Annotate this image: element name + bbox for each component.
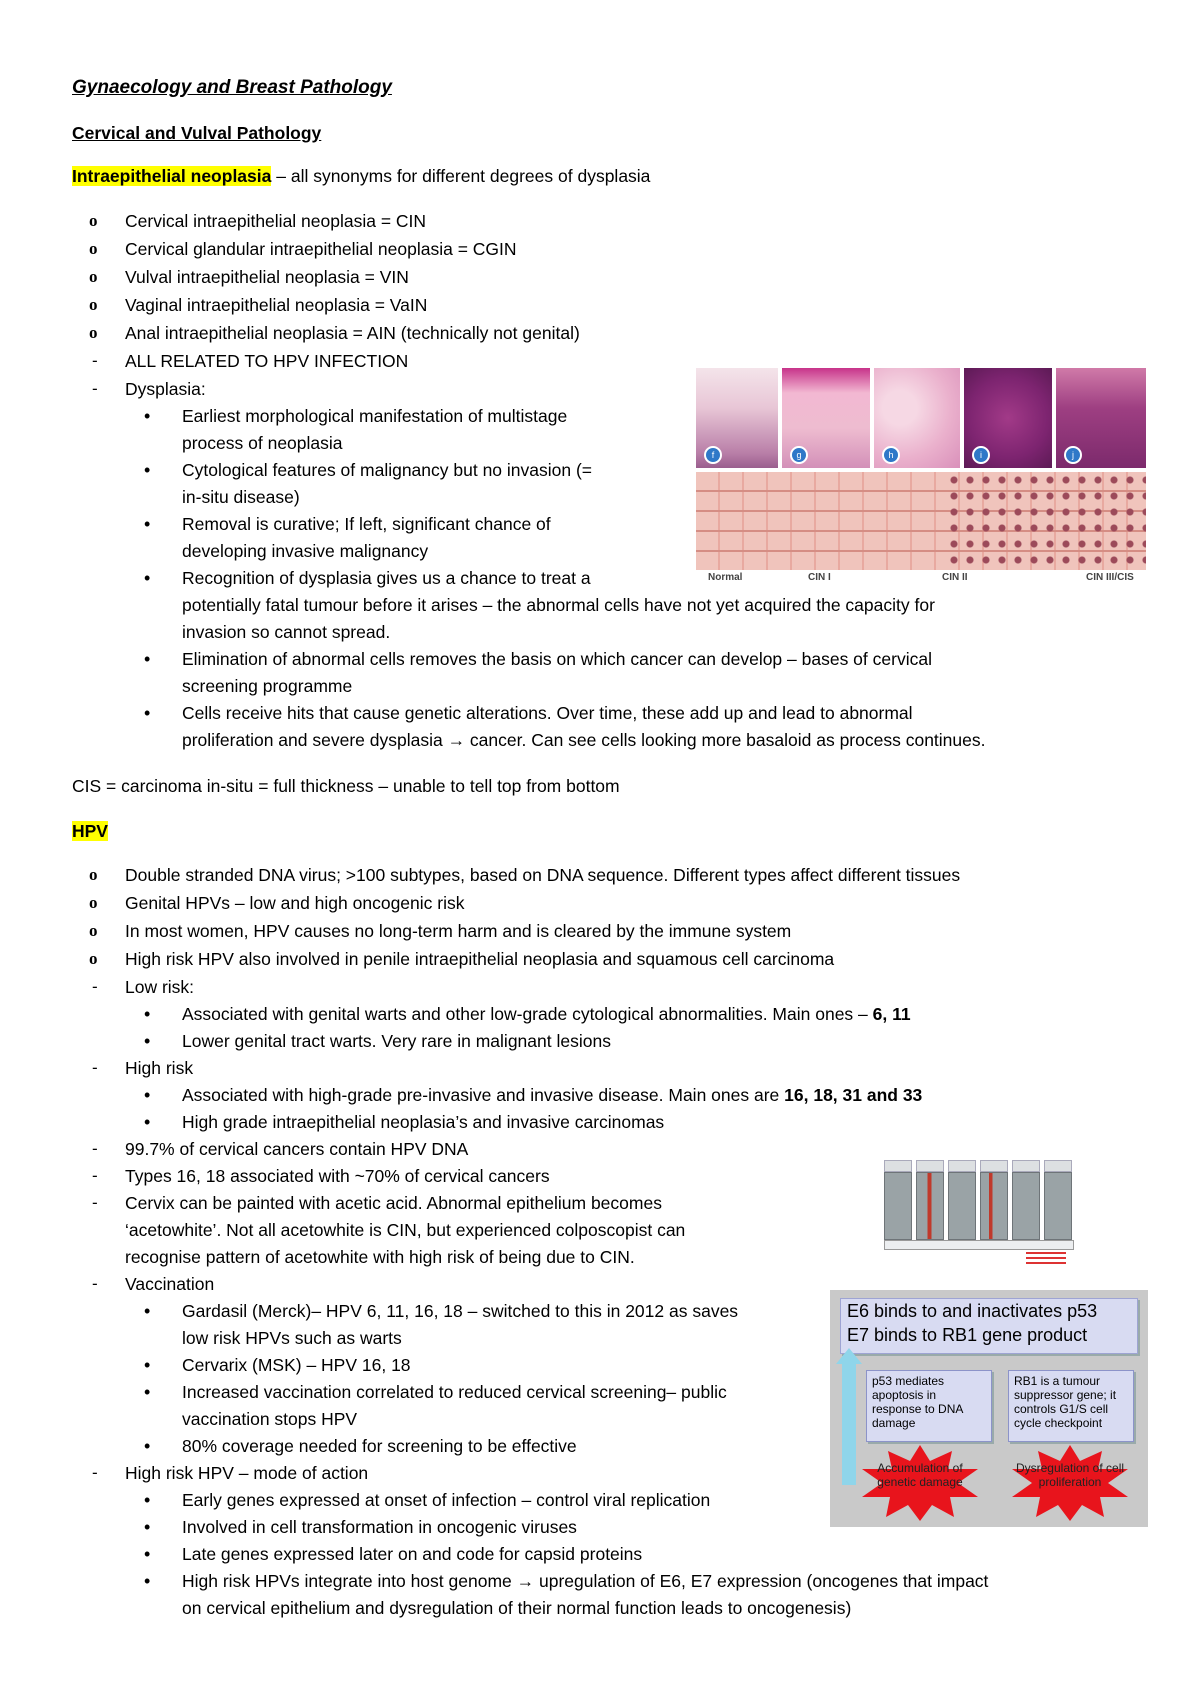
bullet-dot: • xyxy=(144,1301,151,1321)
list-item: In most women, HPV causes no long-term harm and is cleared by the immune system xyxy=(125,921,792,941)
bullet-dot: • xyxy=(144,1490,151,1510)
bullet-dash: - xyxy=(92,977,98,996)
list-item: Vulval intraepithelial neoplasia = VIN xyxy=(125,267,409,287)
histology-panel-cis xyxy=(1056,368,1146,468)
histology-panel-cin3 xyxy=(964,368,1052,468)
bullet-dot: • xyxy=(144,1382,151,1402)
list-item: High risk HPV – mode of action xyxy=(125,1463,369,1483)
bullet-dot: • xyxy=(144,1085,151,1105)
label-normal: Normal xyxy=(708,572,743,583)
bullet-dot: • xyxy=(144,460,151,480)
histology-panel-normal xyxy=(696,368,778,468)
e6-e7-header-box xyxy=(840,1298,1138,1354)
panel-badge: j xyxy=(1064,446,1082,464)
list-item: High risk HPVs integrate into host genome → upregulation of E6, E7 expression (oncogenes that impact xyxy=(182,1571,989,1591)
schematic-base xyxy=(884,1240,1074,1250)
bullet-o: o xyxy=(89,949,98,968)
list-item: Cytological features of malignancy but no invasion (= xyxy=(182,460,593,480)
list-item: Cells receive hits that cause genetic alterations. Over time, these add up and lead to abnormal xyxy=(182,703,913,723)
schematic-column xyxy=(948,1172,976,1240)
label-cin1: CIN I xyxy=(808,572,831,583)
list-item: 80% coverage needed for screening to be effective xyxy=(182,1436,577,1456)
list-item xyxy=(182,1084,922,1106)
schematic-column xyxy=(884,1172,912,1240)
bullet-dot: • xyxy=(144,1031,151,1051)
bullet-dot: • xyxy=(144,1112,151,1132)
bullet-dot: • xyxy=(144,1544,151,1564)
dysplastic-nuclei xyxy=(946,472,1146,570)
schematic-header xyxy=(980,1160,1008,1172)
panel-badge: g xyxy=(790,446,808,464)
bullet-dash: - xyxy=(92,1193,98,1212)
schematic-column xyxy=(1012,1172,1040,1240)
bullet-dash: - xyxy=(92,1166,98,1185)
bullet-dot: • xyxy=(144,1004,151,1024)
bullet-o: o xyxy=(89,295,98,314)
bullet-dot: • xyxy=(144,568,151,588)
up-arrow-shaft xyxy=(842,1360,856,1485)
list-item-cont: screening programme xyxy=(182,676,353,696)
list-item-cont: ‘acetowhite’. Not all acetowhite is CIN, but experienced colposcopist can xyxy=(125,1220,686,1240)
bullet-dot: • xyxy=(144,1436,151,1456)
list-item: Earliest morphological manifestation of multistage xyxy=(182,406,568,426)
schematic-header xyxy=(916,1160,944,1172)
list-item-cont: recognise pattern of acetowhite with high risk of being due to CIN. xyxy=(125,1247,635,1267)
schematic-header xyxy=(948,1160,976,1172)
schematic-column xyxy=(980,1172,1008,1240)
panel-badge: f xyxy=(704,446,722,464)
list-item: Lower genital tract warts. Very rare in malignant lesions xyxy=(182,1031,611,1051)
list-item-cont: on cervical epithelium and dysregulation of their normal function leads to oncogenesis) xyxy=(182,1598,852,1618)
list-item: ALL RELATED TO HPV INFECTION xyxy=(125,351,409,371)
list-item: 99.7% of cervical cancers contain HPV DNA xyxy=(125,1139,469,1159)
schematic-column xyxy=(1044,1172,1072,1240)
list-item-cont: proliferation and severe dysplasia → cancer. Can see cells looking more basaloid as process continues. xyxy=(182,730,986,750)
bullet-dash: - xyxy=(92,379,98,398)
bullet-o: o xyxy=(89,865,98,884)
list-item: Early genes expressed at onset of infection – control viral replication xyxy=(182,1490,711,1510)
p53-box: p53 mediates apoptosis in response to DNA damage xyxy=(866,1370,992,1442)
list-item: Genital HPVs – low and high oncogenic risk xyxy=(125,893,465,913)
bullet-dash: - xyxy=(92,1463,98,1482)
schematic-header xyxy=(884,1160,912,1172)
list-item-cont: vaccination stops HPV xyxy=(182,1409,358,1429)
e7-line: E7 binds to RB1 gene product xyxy=(847,1325,1088,1345)
schematic-legend xyxy=(1026,1252,1066,1266)
bullet-dot: • xyxy=(144,1517,151,1537)
schematic-header xyxy=(1012,1160,1040,1172)
e6-line: E6 binds to and inactivates p53 xyxy=(847,1301,1098,1321)
starburst-left-text: Accumulation of genetic damage xyxy=(877,1461,963,1489)
bullet-dash: - xyxy=(92,1274,98,1293)
bullet-dot: • xyxy=(144,406,151,426)
highlighted-term: Intraepithelial neoplasia xyxy=(72,166,272,186)
hpv-heading xyxy=(72,820,108,842)
bullet-o: o xyxy=(89,239,98,258)
list-item-cont: invasion so cannot spread. xyxy=(182,622,391,642)
cis-definition: CIS = carcinoma in-situ = full thickness – unable to tell top from bottom xyxy=(72,776,620,796)
schematic-column xyxy=(916,1172,944,1240)
bullet-dash: - xyxy=(92,1139,98,1158)
list-item-cont: in-situ disease) xyxy=(182,487,300,507)
panel-badge: h xyxy=(882,446,900,464)
list-item xyxy=(182,1003,911,1025)
list-item-text: Associated with genital warts and other low-grade cytological abnormalities. Main ones – xyxy=(182,1004,873,1024)
list-item: Cervarix (MSK) – HPV 16, 18 xyxy=(182,1355,411,1375)
bullet-o: o xyxy=(89,267,98,286)
list-item-cont: developing invasive malignancy xyxy=(182,541,429,561)
list-item: Dysplasia: xyxy=(125,379,206,399)
list-item: Cervix can be painted with acetic acid. Abnormal epithelium becomes xyxy=(125,1193,662,1213)
hpv-grade-schematic xyxy=(840,1160,1080,1268)
list-item: Late genes expressed later on and code for capsid proteins xyxy=(182,1544,643,1564)
rb1-box: RB1 is a tumour suppressor gene; it controls G1/S cell cycle checkpoint xyxy=(1008,1370,1134,1442)
list-item: High grade intraepithelial neoplasia’s and invasive carcinomas xyxy=(182,1112,665,1132)
definition-text: – all synonyms for different degrees of dysplasia xyxy=(271,166,651,186)
histology-panel-cin2 xyxy=(874,368,960,468)
intraepithelial-definition xyxy=(72,165,650,187)
label-cin2: CIN II xyxy=(942,572,968,583)
bullet-dot: • xyxy=(144,1571,151,1591)
bullet-dash: - xyxy=(92,351,98,370)
list-item-cont: low risk HPVs such as warts xyxy=(182,1328,402,1348)
list-item-text: Associated with high-grade pre-invasive and invasive disease. Main ones are xyxy=(182,1085,785,1105)
histology-panel-cin1 xyxy=(782,368,870,468)
starburst-right-text: Dysregulation of cell proliferation xyxy=(1015,1461,1125,1489)
list-item-bold: 16, 18, 31 and 33 xyxy=(784,1085,923,1105)
hpv-heading-text: HPV xyxy=(72,821,108,841)
bullet-dot: • xyxy=(144,514,151,534)
list-item: Anal intraepithelial neoplasia = AIN (technically not genital) xyxy=(125,323,580,343)
list-item-cont: potentially fatal tumour before it arises – the abnormal cells have not yet acquired the capacity for xyxy=(182,595,935,615)
list-item-cont: process of neoplasia xyxy=(182,433,343,453)
list-item: Types 16, 18 associated with ~70% of cervical cancers xyxy=(125,1166,550,1186)
list-item: Vaccination xyxy=(125,1274,215,1294)
list-item: Involved in cell transformation in oncogenic viruses xyxy=(182,1517,577,1537)
bullet-o: o xyxy=(89,893,98,912)
list-item: Removal is curative; If left, significant chance of xyxy=(182,514,551,534)
cin-histology-figure xyxy=(696,368,1146,588)
list-item: Increased vaccination correlated to reduced cervical screening– public xyxy=(182,1382,727,1402)
list-item: Double stranded DNA virus; >100 subtypes, based on DNA sequence. Different types affect different tissues xyxy=(125,865,961,885)
list-item: Cervical glandular intraepithelial neoplasia = CGIN xyxy=(125,239,517,259)
panel-badge: i xyxy=(972,446,990,464)
epithelium-diagram xyxy=(696,472,1146,570)
list-item: Low risk: xyxy=(125,977,195,997)
bullet-o: o xyxy=(89,323,98,342)
list-item: Elimination of abnormal cells removes the basis on which cancer can develop – bases of cervical xyxy=(182,649,932,669)
label-cin3: CIN III/CIS xyxy=(1086,572,1134,583)
section-heading-cervical: Cervical and Vulval Pathology xyxy=(72,123,322,143)
histology-labels xyxy=(696,572,1146,586)
list-item: High risk HPV also involved in penile intraepithelial neoplasia and squamous cell carcinoma xyxy=(125,949,835,969)
page-title: Gynaecology and Breast Pathology xyxy=(72,77,392,98)
list-item: Recognition of dysplasia gives us a chance to treat a xyxy=(182,568,591,588)
starburst-left xyxy=(860,1445,980,1521)
bullet-dot: • xyxy=(144,649,151,669)
schematic-header xyxy=(1044,1160,1072,1172)
list-item: Gardasil (Merck)– HPV 6, 11, 16, 18 – switched to this in 2012 as saves xyxy=(182,1301,739,1321)
bullet-dot: • xyxy=(144,703,151,723)
bullet-dash: - xyxy=(92,1058,98,1077)
bullet-dot: • xyxy=(144,1355,151,1375)
list-item: Vaginal intraepithelial neoplasia = VaIN xyxy=(125,295,428,315)
list-item: Cervical intraepithelial neoplasia = CIN xyxy=(125,211,427,231)
starburst-right xyxy=(1010,1445,1130,1521)
list-item: High risk xyxy=(125,1058,194,1078)
bullet-o: o xyxy=(89,211,98,230)
bullet-o: o xyxy=(89,921,98,940)
e6-e7-figure xyxy=(830,1290,1148,1527)
list-item-bold: 6, 11 xyxy=(872,1004,911,1024)
